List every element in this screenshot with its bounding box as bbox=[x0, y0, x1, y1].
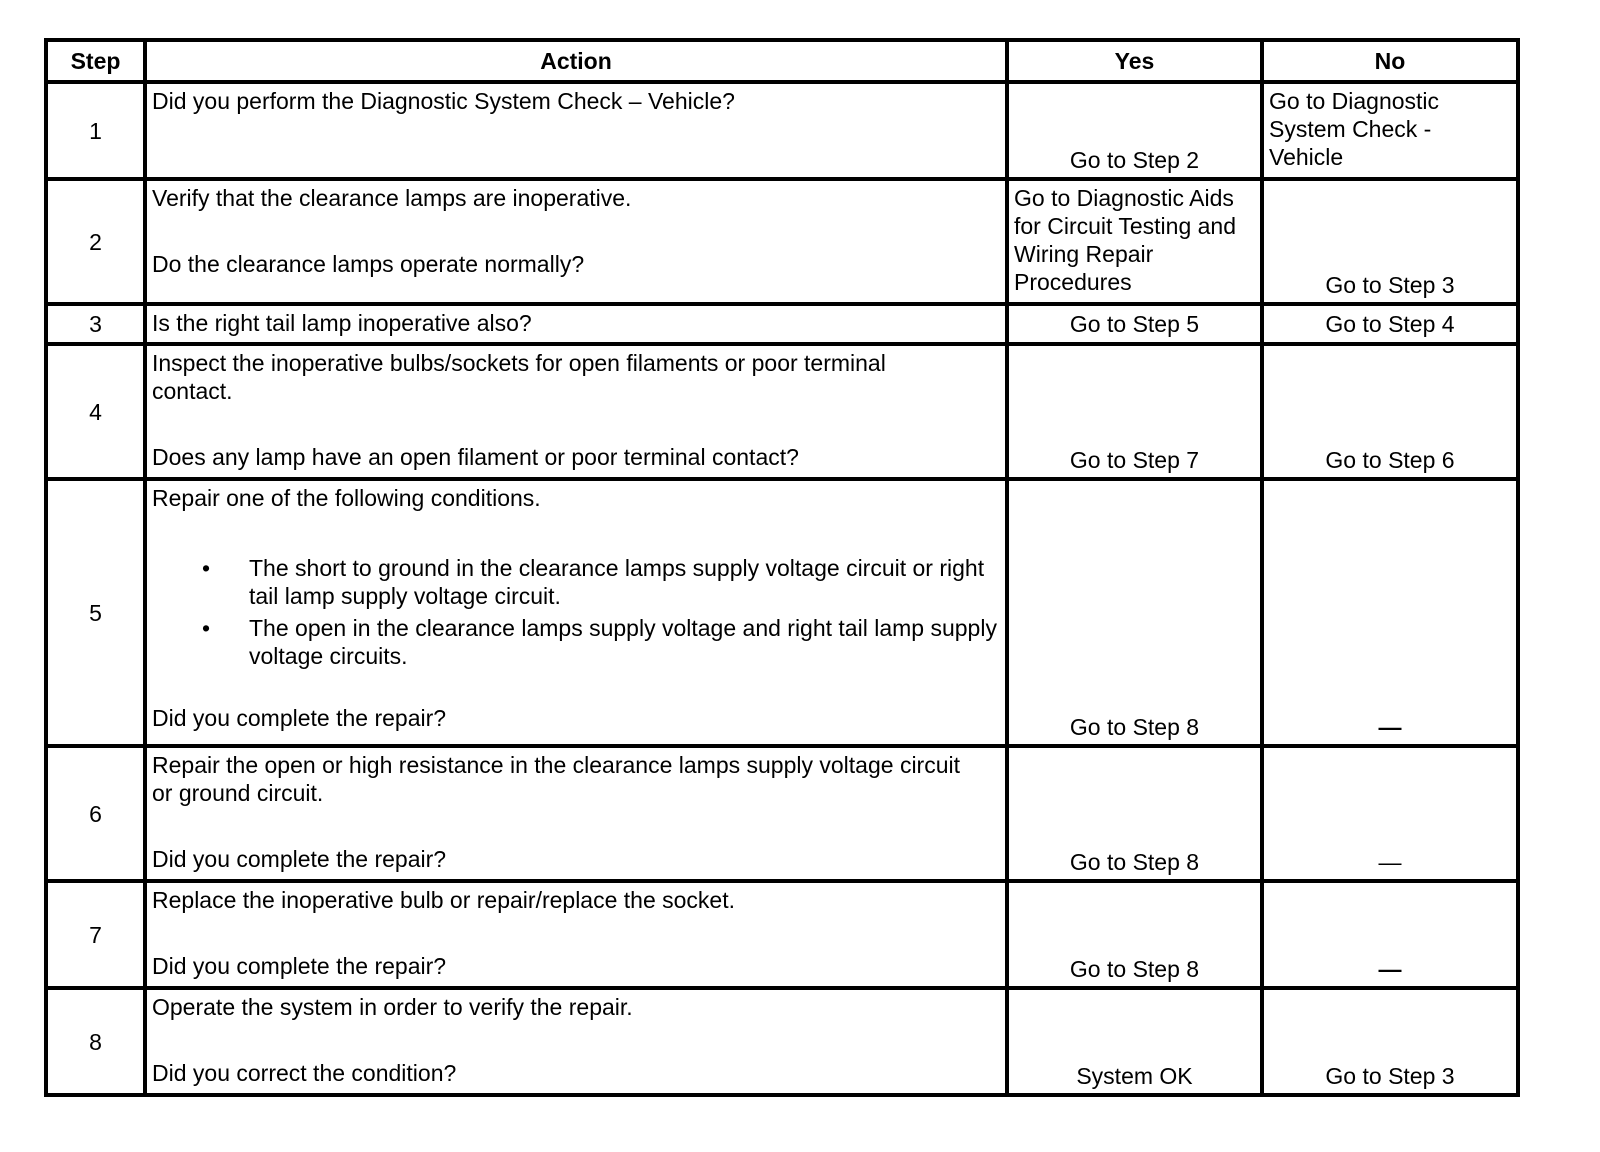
action-text: Is the right tail lamp inoperative also? bbox=[152, 310, 532, 336]
dash-icon: — bbox=[1378, 849, 1402, 875]
action-question: Did you complete the repair? bbox=[152, 705, 447, 731]
table-row bbox=[46, 344, 1518, 479]
action-question: Did you complete the repair? bbox=[152, 953, 447, 979]
action-question: Did you correct the condition? bbox=[152, 1060, 457, 1086]
action-cell bbox=[145, 179, 1007, 304]
dash-icon: — bbox=[1378, 714, 1402, 740]
action-text: Replace the inoperative bulb or repair/replace the socket. bbox=[152, 887, 736, 913]
action-cell bbox=[145, 82, 1007, 179]
step-number: 2 bbox=[46, 179, 145, 304]
header-yes: Yes bbox=[1007, 40, 1262, 82]
action-text: Repair the open or high resistance in the clearance lamps supply voltage circuit or ground circuit. bbox=[152, 752, 960, 806]
header-no: No bbox=[1262, 40, 1518, 82]
no-cell: Go to Step 4 bbox=[1262, 304, 1518, 344]
no-cell bbox=[1262, 479, 1518, 746]
step-number: 1 bbox=[46, 82, 145, 179]
no-cell: Go to Step 6 bbox=[1262, 344, 1518, 479]
list-item-text: The open in the clearance lamps supply voltage and right tail lamp supply voltage circuits. bbox=[249, 615, 997, 669]
action-cell bbox=[145, 746, 1007, 881]
header-step: Step bbox=[46, 40, 145, 82]
table-header-row bbox=[46, 40, 1518, 82]
yes-cell: Go to Step 5 bbox=[1007, 304, 1262, 344]
action-cell bbox=[145, 479, 1007, 746]
no-cell bbox=[1262, 881, 1518, 988]
yes-cell: Go to Step 2 bbox=[1007, 82, 1262, 179]
yes-cell: Go to Step 8 bbox=[1007, 881, 1262, 988]
yes-cell: Go to Step 7 bbox=[1007, 344, 1262, 479]
bullet-icon: • bbox=[202, 555, 211, 581]
yes-cell: Go to Step 8 bbox=[1007, 479, 1262, 746]
table-row bbox=[46, 179, 1518, 304]
action-cell bbox=[145, 988, 1007, 1095]
list-item bbox=[152, 614, 1000, 670]
action-text: Inspect the inoperative bulbs/sockets for open filaments or poor terminal contact. bbox=[152, 350, 886, 404]
yes-cell: Go to Step 8 bbox=[1007, 746, 1262, 881]
action-text: Repair one of the following conditions. bbox=[152, 485, 541, 511]
action-question: Does any lamp have an open filament or poor terminal contact? bbox=[152, 444, 799, 470]
list-item bbox=[152, 554, 1000, 610]
table-row bbox=[46, 881, 1518, 988]
yes-cell: System OK bbox=[1007, 988, 1262, 1095]
action-text: Did you perform the Diagnostic System Check – Vehicle? bbox=[152, 88, 735, 114]
action-question: Did you complete the repair? bbox=[152, 846, 447, 872]
condition-list bbox=[152, 554, 1000, 670]
step-number: 6 bbox=[46, 746, 145, 881]
table-row bbox=[46, 304, 1518, 344]
action-question: Do the clearance lamps operate normally? bbox=[152, 251, 585, 277]
step-number: 7 bbox=[46, 881, 145, 988]
yes-cell: Go to Diagnostic Aids for Circuit Testing and Wiring Repair Procedures bbox=[1007, 179, 1262, 304]
step-number: 5 bbox=[46, 479, 145, 746]
action-cell bbox=[145, 881, 1007, 988]
step-number: 4 bbox=[46, 344, 145, 479]
no-cell: Go to Diagnostic System Check - Vehicle bbox=[1262, 82, 1518, 179]
table-row bbox=[46, 479, 1518, 746]
table-row bbox=[46, 82, 1518, 179]
table-row bbox=[46, 746, 1518, 881]
table-row bbox=[46, 988, 1518, 1095]
dash-icon: — bbox=[1378, 956, 1402, 982]
action-text: Verify that the clearance lamps are inoperative. bbox=[152, 185, 632, 211]
bullet-icon: • bbox=[202, 615, 211, 641]
no-cell: Go to Step 3 bbox=[1262, 179, 1518, 304]
header-action: Action bbox=[145, 40, 1007, 82]
no-cell bbox=[1262, 746, 1518, 881]
action-cell bbox=[145, 344, 1007, 479]
list-item-text: The short to ground in the clearance lamps supply voltage circuit or right tail lamp supply voltage circuit. bbox=[249, 555, 985, 609]
step-number: 3 bbox=[46, 304, 145, 344]
step-number: 8 bbox=[46, 988, 145, 1095]
no-cell: Go to Step 3 bbox=[1262, 988, 1518, 1095]
action-text: Operate the system in order to verify the repair. bbox=[152, 994, 633, 1020]
diagnostic-table bbox=[44, 38, 1520, 1097]
action-cell bbox=[145, 304, 1007, 344]
